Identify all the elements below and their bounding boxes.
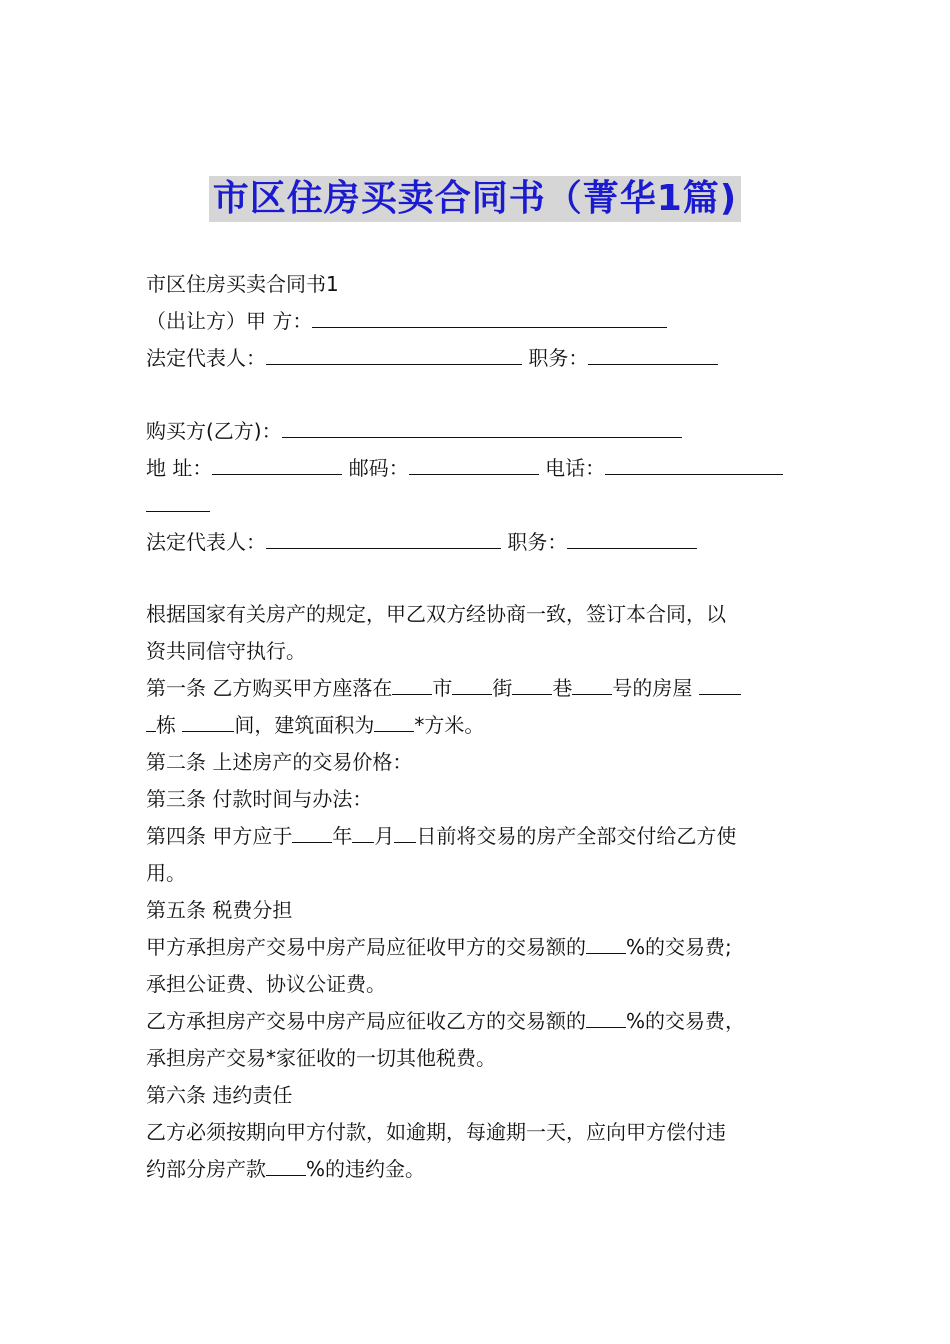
blank-field [394, 820, 416, 843]
blank-field [266, 526, 501, 549]
paragraph-line [146, 633, 816, 670]
label: 电话： [545, 456, 606, 480]
text: 第三条 付款时间与办法： [146, 787, 373, 811]
text: 日前将交易的房产全部交付给乙方使 [416, 824, 737, 848]
article-1-line [146, 670, 816, 707]
blank-field [374, 709, 414, 732]
contract-subtitle [146, 266, 816, 303]
text: %的交易费; [626, 935, 732, 959]
text: 乙方必须按期向甲方付款，如逾期，每逾期一天，应向甲方偿付违 [146, 1120, 726, 1144]
blank-field [312, 305, 667, 328]
text: 栋 [156, 713, 176, 737]
party-b-line [146, 413, 816, 450]
text: %的违约金。 [306, 1157, 426, 1181]
article-5-line [146, 892, 816, 929]
article-6-line [146, 1077, 816, 1114]
blank-field [146, 489, 210, 512]
blank-field [567, 526, 697, 549]
spacer [146, 561, 816, 596]
text: 街 [492, 676, 513, 700]
text: 市区住房买卖合同书1 [146, 272, 339, 296]
blank-field [605, 452, 783, 475]
blank-field [352, 820, 374, 843]
article-5-party-a-line [146, 929, 816, 966]
label: 法定代表人： [146, 530, 266, 554]
text: 用。 [146, 861, 186, 885]
blank-field [588, 342, 718, 365]
text: 承担公证费、协议公证费。 [146, 972, 386, 996]
address-line-cont [146, 487, 816, 524]
label: 地 址： [146, 456, 213, 480]
text: 间，建筑面积为 [234, 713, 375, 737]
article-5-party-b-line-cont [146, 1040, 816, 1077]
document-title: 市区住房买卖合同书（菁华1篇) [209, 176, 742, 222]
title-container [0, 176, 950, 222]
text: *方米。 [414, 713, 485, 737]
party-a-rep-line [146, 340, 816, 377]
label: 职务： [507, 530, 568, 554]
article-4-line-cont [146, 855, 816, 892]
blank-field [512, 672, 552, 695]
label: 购买方(乙方)： [146, 419, 282, 443]
document-body [146, 266, 816, 1188]
blank-field [292, 820, 332, 843]
text: 巷 [552, 676, 573, 700]
text: 第六条 违约责任 [146, 1083, 293, 1107]
label: （出让方）甲 方： [146, 309, 313, 333]
article-6-text-line-cont [146, 1151, 816, 1188]
text: 第一条 乙方购买甲方座落在 [146, 676, 393, 700]
blank-field [212, 452, 342, 475]
blank-field [699, 672, 741, 695]
text: 承担房产交易*家征收的一切其他税费。 [146, 1046, 496, 1070]
blank-field [586, 931, 626, 954]
blank-field [586, 1005, 626, 1028]
blank-field [409, 452, 539, 475]
text: 资共同信守执行。 [146, 639, 306, 663]
article-6-text-line [146, 1114, 816, 1151]
article-5-party-a-line-cont [146, 966, 816, 1003]
blank-field [282, 415, 682, 438]
article-2-line [146, 744, 816, 781]
party-a-line [146, 303, 816, 340]
text: 约部分房产款 [146, 1157, 266, 1181]
article-3-line [146, 781, 816, 818]
blank-field [182, 709, 234, 732]
text: 月 [374, 824, 395, 848]
label: 职务： [528, 346, 589, 370]
article-5-party-b-line [146, 1003, 816, 1040]
text: 号的房屋 [612, 676, 693, 700]
blank-field [392, 672, 432, 695]
text: 年 [332, 824, 353, 848]
address-line [146, 450, 816, 487]
text: 第二条 上述房产的交易价格： [146, 750, 413, 774]
text: 市 [432, 676, 453, 700]
text: 根据国家有关房产的规定，甲乙双方经协商一致，签订本合同，以 [146, 602, 726, 626]
text: %的交易费， [626, 1009, 746, 1033]
spacer [146, 377, 816, 413]
label: 邮码： [348, 456, 409, 480]
blank-field [572, 672, 612, 695]
label: 法定代表人： [146, 346, 266, 370]
article-4-line [146, 818, 816, 855]
paragraph-line [146, 596, 816, 633]
article-1-line-cont [146, 707, 816, 744]
text: 第五条 税费分担 [146, 898, 293, 922]
blank-field [266, 342, 522, 365]
blank-field [266, 1153, 306, 1176]
text: 甲方承担房产交易中房产局应征收甲方的交易额的 [146, 935, 586, 959]
text: 乙方承担房产交易中房产局应征收乙方的交易额的 [146, 1009, 586, 1033]
party-b-rep-line [146, 524, 816, 561]
blank-field [146, 709, 156, 732]
text: 第四条 甲方应于 [146, 824, 293, 848]
blank-field [452, 672, 492, 695]
